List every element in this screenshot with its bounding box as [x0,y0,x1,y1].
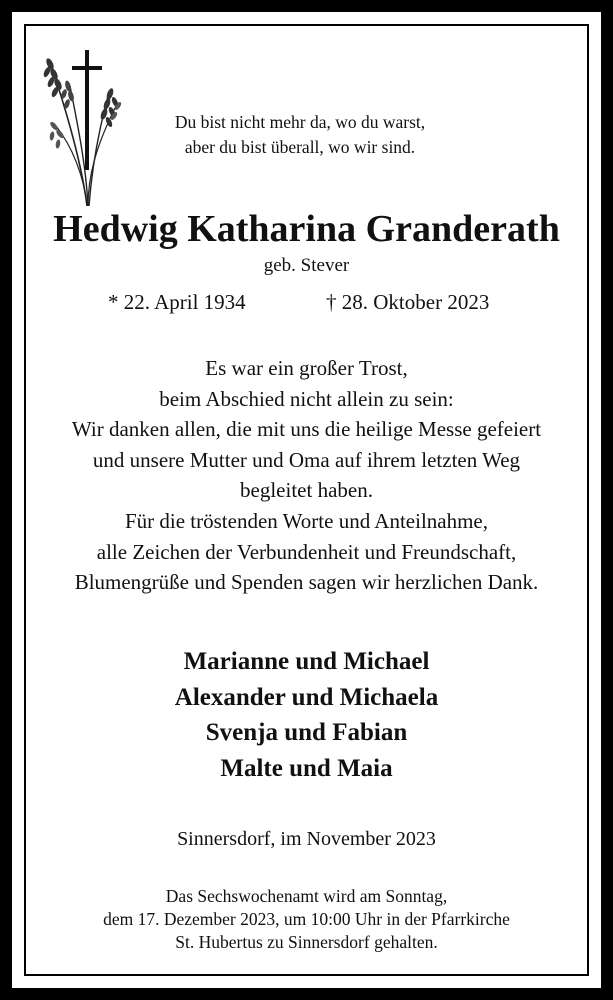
notice-line: Das Sechswochenamt wird am Sonntag, [165,886,448,906]
memorial-quote [140,110,460,160]
message-line: Es war ein großer Trost, [205,356,408,380]
message-line: Wir danken allen, die mit uns die heilige Messe gefeiert [71,417,542,442]
quote-line-2: aber du bist überall, wo wir sind. [184,137,416,157]
family-member: Svenja und Fabian [205,719,408,746]
family-member: Marianne und Michael [183,648,430,675]
service-notice [0,885,613,954]
message-line: Für die tröstenden Worte und Anteilnahme, [124,508,489,533]
place-and-date: Sinnersdorf, im November 2023 [177,828,436,850]
notice-line: dem 17. Dezember 2023, um 10:00 Uhr in der Pfarrkirche [103,909,510,929]
family-names [0,644,613,786]
quote-line-1: Du bist nicht mehr da, wo du warst, [174,112,426,132]
message-line: Blumengrüße und Spenden sagen wir herzlichen Dank. [74,570,539,595]
birth-date: * 22. April 1934 [108,290,246,314]
message-line: alle Zeichen der Verbundenheit und Freundschaft, [96,539,517,564]
message-line: beim Abschied nicht allein zu sein: [159,386,454,411]
cross-with-wheat-icon [38,46,128,211]
notice-line: St. Hubertus zu Sinnersdorf gehalten. [175,932,438,952]
deceased-name: Hedwig Katharina Granderath [53,208,560,250]
birth-name: geb. Stever [263,255,350,276]
death-date: † 28. Oktober 2023 [326,290,490,314]
thank-you-message [0,353,613,598]
message-line: und unsere Mutter und Oma auf ihrem letzten Weg [92,447,521,472]
family-member: Alexander und Michaela [174,683,439,711]
family-member: Malte und Maia [220,754,393,782]
message-line: begleitet haben. [240,478,373,503]
